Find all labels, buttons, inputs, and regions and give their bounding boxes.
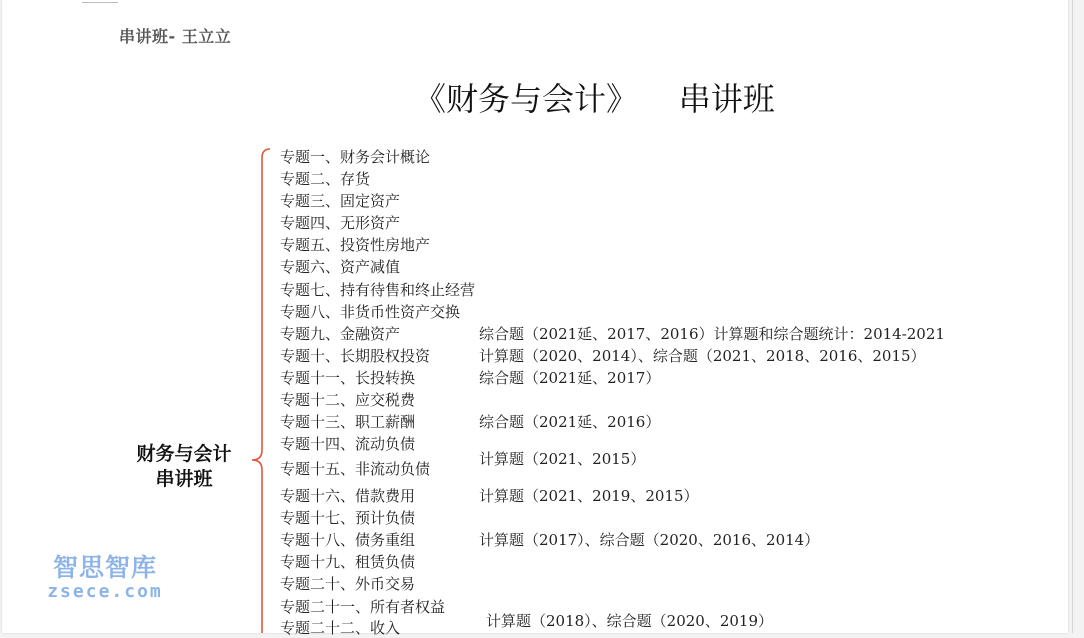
topic-item: 专题七、持有待售和终止经营	[280, 281, 476, 299]
window-right-edge	[1072, 0, 1084, 633]
watermark-chinese: 智思智库	[52, 553, 157, 582]
topic-item: 专题十九、租赁负债	[280, 553, 416, 571]
topic-item: 专题二十二、收入	[280, 619, 401, 637]
topic-item: 专题三、固定资产	[280, 192, 401, 210]
watermark	[40, 553, 170, 601]
exam-note: 综合题（2021延、2016）	[479, 413, 661, 431]
topic-item: 专题十一、长投转换	[280, 369, 416, 387]
watermark-domain: zsece.com	[47, 581, 163, 602]
exam-note: 综合题（2021延、2017）	[479, 369, 661, 387]
topic-item: 专题二十、外币交易	[280, 575, 416, 593]
exam-note: 计算题（2018）、综合题（2020、2019）	[486, 612, 774, 630]
topic-item: 专题八、非货币性资产交换	[280, 303, 461, 321]
topic-item: 专题十七、预计负债	[280, 509, 416, 527]
topic-item: 专题十三、职工薪酬	[280, 413, 416, 431]
page-corner-mark	[82, 0, 118, 3]
topic-item: 专题十四、流动负债	[280, 435, 416, 453]
topic-item: 专题二、存货	[280, 170, 371, 188]
topic-item: 专题二十一、所有者权益	[280, 598, 446, 616]
exam-note: 计算题（2017）、综合题（2020、2016、2014）	[479, 531, 820, 549]
topic-item: 专题四、无形资产	[280, 214, 401, 232]
exam-note: 计算题（2020、2014）、综合题（2021、2018、2016、2015）	[479, 347, 926, 365]
topic-item: 专题十六、借款费用	[280, 487, 416, 505]
exam-note: 计算题（2021、2019、2015）	[479, 487, 699, 505]
mindmap-root	[128, 442, 240, 492]
document-page	[2, 0, 1068, 637]
topic-item: 专题五、投资性房地产	[280, 236, 431, 254]
topic-item: 专题十二、应交税费	[280, 391, 416, 409]
exam-note: 综合题（2021延、2017、2016）计算题和综合题统计：2014-2021	[479, 325, 945, 343]
topic-item: 专题十五、非流动负债	[280, 460, 431, 478]
page-header: 串讲班- 王立立	[119, 27, 232, 46]
topic-item: 专题六、资产减值	[280, 258, 401, 276]
brace-connector	[246, 146, 276, 633]
root-line-1: 财务与会计	[136, 443, 232, 465]
topic-item: 专题九、金融资产	[280, 325, 401, 343]
topic-item: 专题十八、债务重组	[280, 531, 416, 549]
topic-item: 专题十、长期股权投资	[280, 347, 431, 365]
root-line-2: 串讲班	[155, 468, 213, 490]
document-title: 《财务与会计》 串讲班	[414, 80, 775, 118]
topic-item: 专题一、财务会计概论	[280, 148, 431, 166]
exam-note: 计算题（2021、2015）	[479, 450, 646, 468]
